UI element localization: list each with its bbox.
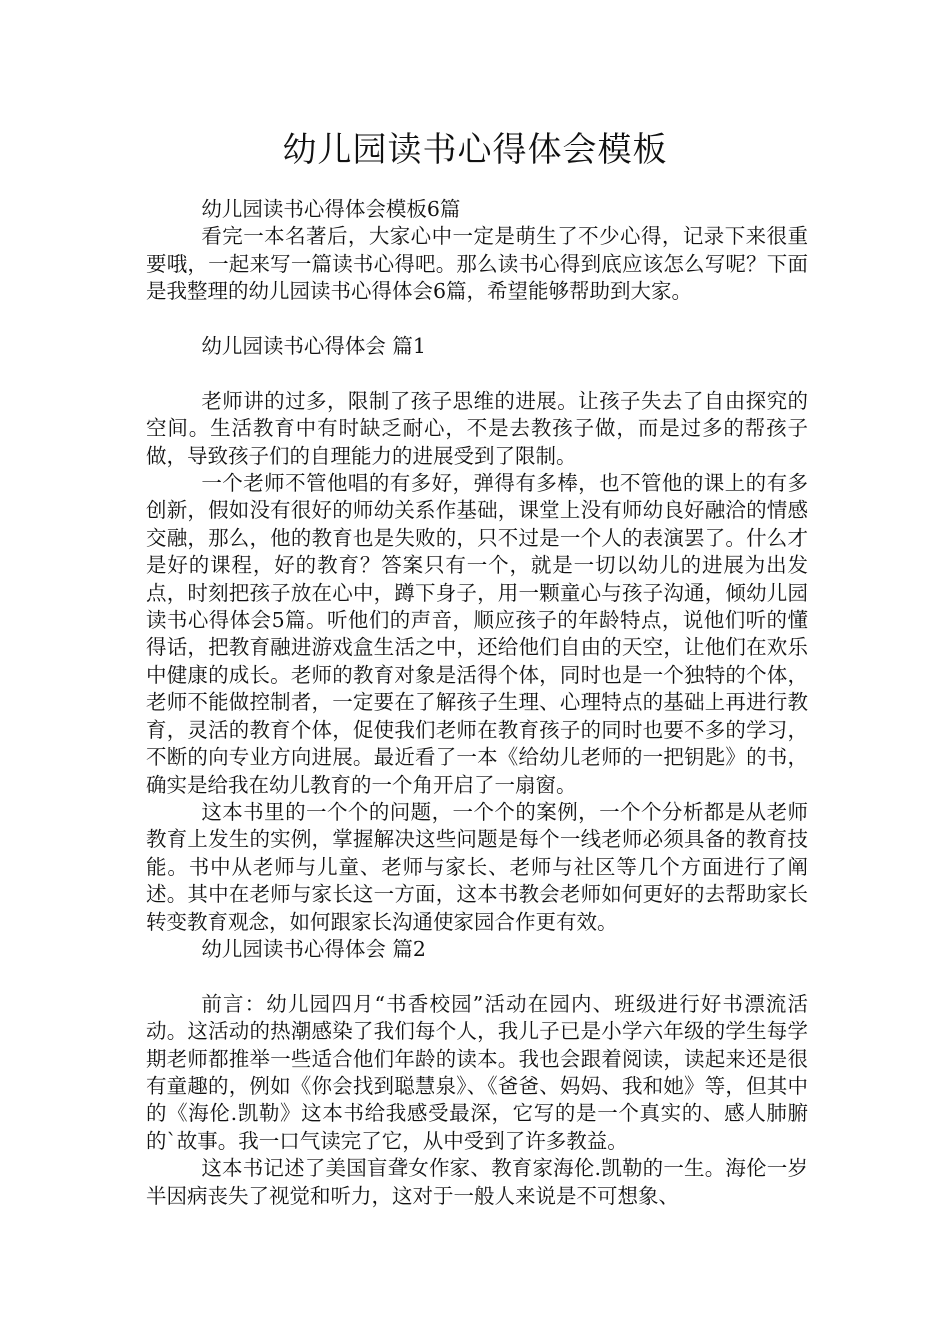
section1-paragraph: 这本书里的一个个的问题，一个个的案例，一个个分析都是从老师教育上发生的实例，掌握解决这些问题是每个一线老师必须具备的教育技能。书中从老师与儿童、老师与家长、老师与社区等几个方面进行了阐述。其中在老师与家长这一方面，这本书教会老师如何更好的去帮助家长转变教育观念，如何跟家长沟通使家园合作更有效。 <box>146 799 808 934</box>
section1-paragraph: 一个老师不管他唱的有多好，弹得有多棒，也不管他的课上的有多创新，假如没有很好的师幼关系作基础，课堂上没有师幼良好融洽的情感交融，那么，他的教育也是失败的，只不过是一个人的表演罢了。什么才是好的课程，好的教育？答案只有一个，就是一切以幼儿的进展为出发点，时刻把孩子放在心中，蹲下身子，用一颗童心与孩子沟通，倾幼儿园读书心得体会5篇。听他们的声音，顺应孩子的年龄特点，说他们听的懂得话，把教育融进游戏盒生活之中，还给他们自由的天空，让他们在欢乐中健康的成长。老师的教育对象是活得个体，同时也是一个独特的个体，老师不能做控制者，一定要在了解孩子生理、心理特点的基础上再进行教育，灵活的教育个体，促使我们老师在教育孩子的同时也要不多的学习，不断的向专业方向进展。最近看了一本《给幼儿老师的一把钥匙》的书，确实是给我在幼儿教育的一个角开启了一扇窗。 <box>146 471 808 797</box>
section1-paragraph: 老师讲的过多，限制了孩子思维的进展。让孩子失去了自由探究的空间。生活教育中有时缺乏耐心，不是去教孩子做，而是过多的帮孩子做，导致孩子们的自理能力的进展受到了限制。 <box>146 388 808 468</box>
section2-paragraph: 前言：幼儿园四月“书香校园”活动在园内、班级进行好书漂流活动。这活动的热潮感染了我们每个人，我儿子已是小学六年级的学生每学期老师都推举一些适合他们年龄的读本。我也会跟着阅读，读起来还是很有童趣的，例如《你会找到聪慧泉》、《爸爸、妈妈、我和她》等，但其中的《海伦.凯勒》这本书给我感受最深，它写的是一个真实的、感人肺腑的`故事。我一口气读完了它，从中受到了许多教益。 <box>146 991 808 1153</box>
section-heading-1: 幼儿园读书心得体会 篇1 <box>201 334 426 359</box>
section-heading-2: 幼儿园读书心得体会 篇2 <box>201 936 426 961</box>
document-subtitle: 幼儿园读书心得体会模板6篇 <box>201 197 461 221</box>
document-title: 幼儿园读书心得体会模板 <box>282 130 668 170</box>
intro-paragraph: 看完一本名著后，大家心中一定是萌生了不少心得，记录下来很重要哦，一起来写一篇读书心得吧。那么读书心得到底应该怎么写呢？下面是我整理的幼儿园读书心得体会6篇，希望能够帮助到大家。 <box>146 224 808 304</box>
document-body <box>146 196 808 1210</box>
section2-paragraph: 这本书记述了美国盲聋女作家、教育家海伦.凯勒的一生。海伦一岁半因病丧失了视觉和听力，这对于一般人来说是不可想象、 <box>146 1156 808 1208</box>
